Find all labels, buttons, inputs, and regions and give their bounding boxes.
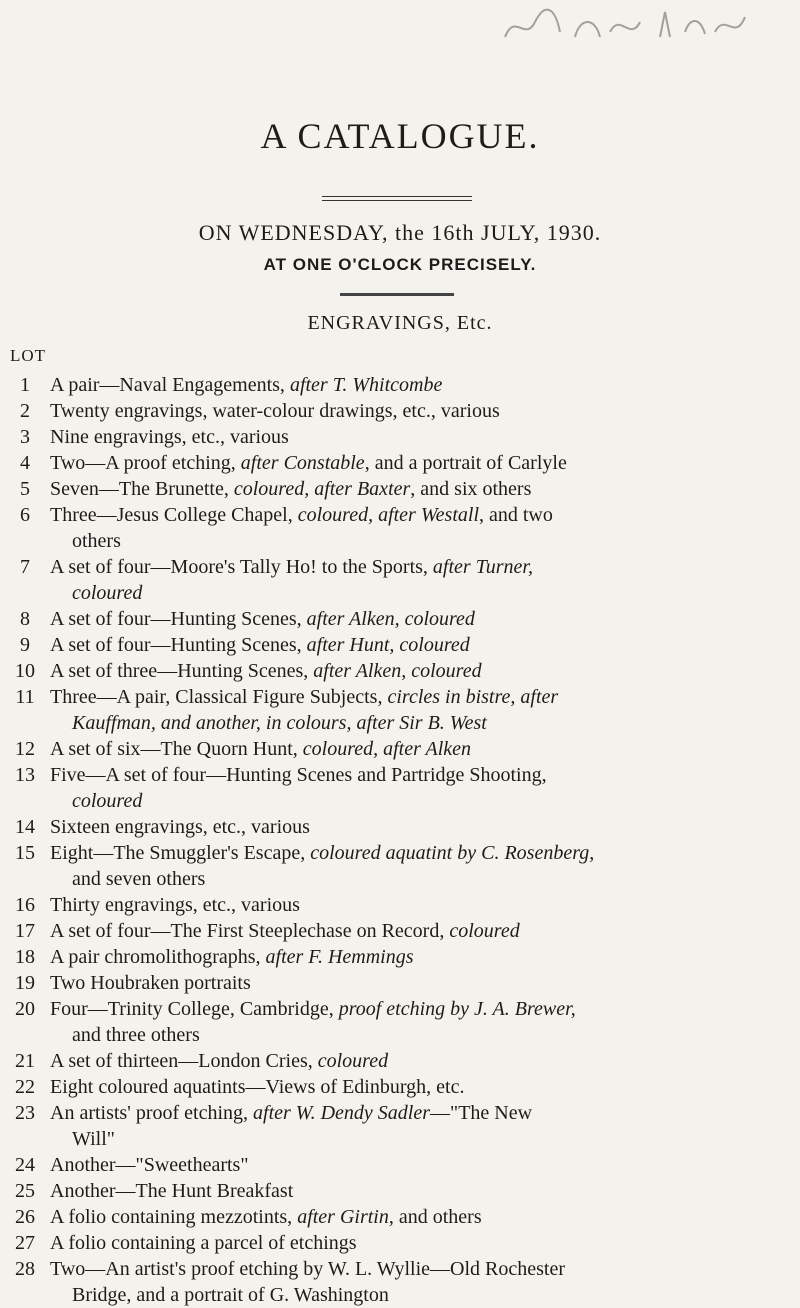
lot-description	[50, 970, 730, 996]
lot-description	[50, 372, 730, 398]
lot-description	[50, 398, 730, 424]
lot-number: 15	[15, 842, 35, 864]
lot-row	[0, 1074, 800, 1100]
lot-number: 24	[15, 1154, 35, 1176]
lot-row	[0, 1230, 800, 1256]
lot-number: 4	[20, 452, 30, 474]
lot-attribution: after W. Dendy Sadler	[253, 1102, 431, 1124]
lot-row	[0, 424, 800, 450]
lot-attribution: coloured	[317, 1050, 389, 1072]
lot-row	[0, 476, 800, 502]
lot-text: Three—A pair, Classical Figure Subjects,	[50, 686, 388, 708]
lot-description	[50, 1256, 730, 1308]
lot-attribution: coloured, after Alken	[302, 738, 472, 760]
lot-row	[0, 1256, 800, 1308]
lot-description	[50, 736, 730, 762]
lot-text-tail: , and two	[479, 504, 553, 526]
lot-text-tail: , and a portrait of Carlyle	[364, 452, 567, 474]
lot-attribution: after T. Whitcombe	[289, 374, 443, 396]
lot-number: 5	[20, 478, 30, 500]
lot-row	[0, 1048, 800, 1074]
lot-description	[50, 1074, 730, 1100]
lot-row	[0, 502, 800, 554]
lot-attribution: after Turner,	[432, 556, 533, 578]
handwriting-scrawl-icon	[500, 2, 760, 52]
lot-continuation: Bridge, and a portrait of G. Washington	[72, 1284, 389, 1306]
lot-row	[0, 736, 800, 762]
lot-text: Three—Jesus College Chapel,	[50, 504, 298, 526]
lot-description	[50, 1230, 730, 1256]
lot-row	[0, 372, 800, 398]
lot-attribution: after Constable	[240, 452, 365, 474]
lot-text: A folio containing mezzotints,	[50, 1206, 298, 1228]
lot-description	[50, 840, 730, 892]
catalogue-title: A CATALOGUE.	[260, 116, 540, 156]
lot-text: Two—An artist's proof etching by W. L. Wyllie—Old Rochester	[50, 1258, 565, 1280]
lot-number: 19	[15, 972, 35, 994]
lot-attribution: coloured, after Westall	[297, 504, 479, 526]
lot-text: Eight—The Smuggler's Escape,	[50, 842, 311, 864]
lot-description	[50, 554, 730, 606]
lot-row	[0, 970, 800, 996]
lot-continuation: Will"	[72, 1128, 115, 1150]
lot-description	[50, 658, 730, 684]
lot-text: A folio containing a parcel of etchings	[50, 1232, 357, 1254]
lot-number: 3	[20, 426, 30, 448]
lot-text-tail: , and others	[388, 1206, 482, 1228]
lot-text: A pair—Naval Engagements,	[50, 374, 290, 396]
lot-description	[50, 450, 730, 476]
lot-description	[50, 632, 730, 658]
lot-row	[0, 658, 800, 684]
lot-description	[50, 944, 730, 970]
thick-rule-divider	[340, 293, 454, 296]
handwritten-annotation	[500, 2, 760, 60]
lot-attribution: coloured	[449, 920, 520, 942]
lot-description	[50, 918, 730, 944]
lot-description	[50, 424, 730, 450]
lot-text: Two Houbraken portraits	[50, 972, 251, 994]
lot-description	[50, 762, 730, 814]
lot-number: 27	[15, 1232, 35, 1254]
lot-text: Another—The Hunt Breakfast	[50, 1180, 294, 1202]
lot-text: Sixteen engravings, etc., various	[50, 816, 310, 838]
lot-description	[50, 1204, 730, 1230]
lot-description	[50, 1178, 730, 1204]
lot-text: A set of four—Moore's Tally Ho! to the Sports,	[50, 556, 433, 578]
lot-text-tail: —"The New	[430, 1102, 533, 1124]
lot-row	[0, 398, 800, 424]
lot-number: 8	[20, 608, 30, 630]
lot-text-tail: , and six others	[410, 478, 532, 500]
sale-time: AT ONE O'CLOCK PRECISELY.	[263, 255, 537, 274]
lot-number: 12	[15, 738, 35, 760]
lot-row	[0, 814, 800, 840]
lot-continuation: others	[72, 530, 121, 552]
section-heading: ENGRAVINGS, Etc.	[307, 312, 493, 334]
lot-number: 2	[20, 400, 30, 422]
lot-number: 1	[20, 374, 30, 396]
lot-number: 23	[15, 1102, 35, 1124]
lot-description	[50, 684, 730, 736]
lot-row	[0, 1204, 800, 1230]
lot-number: 13	[15, 764, 35, 786]
lot-attribution: after Alken, coloured	[306, 608, 475, 630]
lot-text: A set of four—Hunting Scenes,	[50, 608, 307, 630]
lot-attribution: after Hunt, coloured	[306, 634, 470, 656]
lot-number: 18	[15, 946, 35, 968]
lot-row	[0, 944, 800, 970]
lot-description	[50, 502, 730, 554]
lot-text: Eight coloured aquatints—Views of Edinburgh, etc.	[50, 1076, 465, 1098]
lot-text: Four—Trinity College, Cambridge,	[50, 998, 339, 1020]
lot-row	[0, 762, 800, 814]
lot-attribution: coloured aquatint by C. Rosenberg,	[310, 842, 595, 864]
lot-text: A set of three—Hunting Scenes,	[50, 660, 314, 682]
lot-text: A set of four—The First Steeplechase on Record,	[50, 920, 450, 942]
lot-text: Five—A set of four—Hunting Scenes and Partridge Shooting,	[50, 764, 547, 786]
lot-number: 10	[15, 660, 35, 682]
lot-column-heading: LOT	[10, 346, 47, 365]
lot-attribution: circles in bistre, after	[387, 686, 559, 708]
lot-number: 20	[15, 998, 35, 1020]
lot-row	[0, 1152, 800, 1178]
lot-description	[50, 814, 730, 840]
lot-number: 14	[15, 816, 35, 838]
lot-continuation: coloured	[72, 790, 143, 812]
lot-text: Seven—The Brunette,	[50, 478, 234, 500]
lot-text: Thirty engravings, etc., various	[50, 894, 300, 916]
lot-number: 21	[15, 1050, 35, 1072]
lot-row	[0, 554, 800, 606]
double-rule-divider	[322, 196, 472, 201]
lot-row	[0, 892, 800, 918]
lot-row	[0, 606, 800, 632]
lot-number: 22	[15, 1076, 35, 1098]
lot-row	[0, 684, 800, 736]
lot-list	[0, 372, 800, 1308]
lot-text: Twenty engravings, water-colour drawings, etc., various	[50, 400, 500, 422]
lot-row	[0, 1178, 800, 1204]
lot-description	[50, 1100, 730, 1152]
lot-description	[50, 476, 730, 502]
lot-row	[0, 632, 800, 658]
lot-number: 7	[20, 556, 30, 578]
lot-text: An artists' proof etching,	[50, 1102, 254, 1124]
lot-number: 28	[15, 1258, 35, 1280]
lot-row	[0, 996, 800, 1048]
lot-row	[0, 840, 800, 892]
lot-number: 26	[15, 1206, 35, 1228]
lot-attribution: after F. Hemmings	[265, 946, 414, 968]
lot-continuation: and three others	[72, 1024, 200, 1046]
lot-description	[50, 1048, 730, 1074]
lot-text: Another—"Sweethearts"	[50, 1154, 249, 1176]
lot-description	[50, 1152, 730, 1178]
lot-description	[50, 606, 730, 632]
lot-text: A set of six—The Quorn Hunt,	[50, 738, 303, 760]
lot-continuation: coloured	[72, 582, 143, 604]
lot-attribution: after Girtin	[297, 1206, 389, 1228]
lot-attribution: coloured, after Baxter	[233, 478, 411, 500]
lot-number: 17	[15, 920, 35, 942]
lot-row	[0, 918, 800, 944]
lot-number: 11	[15, 686, 35, 708]
lot-text: Two—A proof etching,	[50, 452, 241, 474]
lot-text: A set of four—Hunting Scenes,	[50, 634, 307, 656]
sale-date: ON WEDNESDAY, the 16th JULY, 1930.	[198, 220, 602, 245]
lot-row	[0, 1100, 800, 1152]
lot-text: A pair chromolithographs,	[50, 946, 266, 968]
lot-row	[0, 450, 800, 476]
lot-continuation: and seven others	[72, 868, 206, 890]
lot-attribution: proof etching by J. A. Brewer,	[338, 998, 576, 1020]
lot-attribution: after Alken, coloured	[313, 660, 482, 682]
lot-continuation: Kauffman, and another, in colours, after Sir B. West	[72, 712, 487, 734]
lot-description	[50, 996, 730, 1048]
lot-number: 9	[20, 634, 30, 656]
lot-text: Nine engravings, etc., various	[50, 426, 289, 448]
lot-description	[50, 892, 730, 918]
lot-number: 25	[15, 1180, 35, 1202]
lot-number: 16	[15, 894, 35, 916]
lot-number: 6	[20, 504, 30, 526]
lot-text: A set of thirteen—London Cries,	[50, 1050, 318, 1072]
